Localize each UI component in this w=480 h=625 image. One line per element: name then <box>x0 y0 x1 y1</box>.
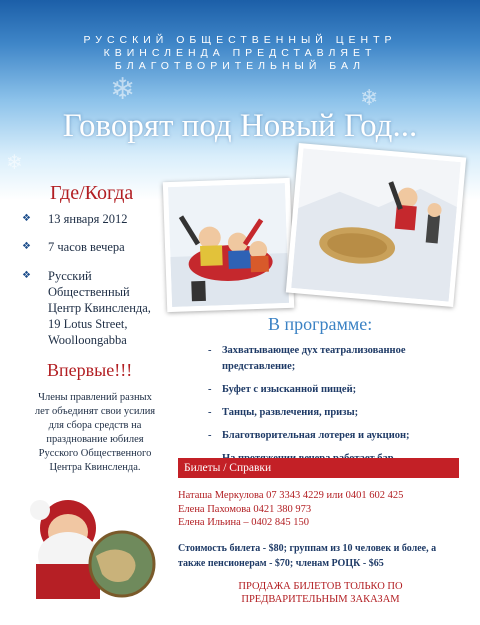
contact-line: Елена Ильина – 0402 845 150 <box>178 517 309 528</box>
place-line: 19 Lotus Street, <box>48 317 128 331</box>
first-text-line: лет объединят свои усилия <box>34 406 156 417</box>
place-line: Центр Квинсленда, <box>48 301 151 315</box>
snowflake-icon: ❄ <box>6 150 23 174</box>
diamond-bullet-icon: ❖ <box>22 270 31 281</box>
program-item: - Захватывающее дух театрализованное представление; <box>208 345 406 372</box>
snow-tube-photo <box>286 143 466 307</box>
event-place <box>48 268 168 348</box>
program-item: - Танцы, развлечения, призы; <box>208 407 359 418</box>
first-text-line: для сбора средств на <box>48 420 142 431</box>
snow-tube-photo-image <box>291 148 461 301</box>
first-text-line: Центра Квинсленда. <box>49 462 141 473</box>
program-item: - Буфет с изысканной пищей; <box>208 384 357 395</box>
event-date: 13 января 2012 <box>48 212 128 226</box>
ticket-price-text: Стоимость билета - $80; группам из 10 человек и более, а также пенсионерам - $70; членам РОЦК - $65 <box>178 543 437 569</box>
contact-line: Елена Пахомова 0421 380 973 <box>178 504 312 515</box>
first-text-line: празднование юбилея <box>46 434 144 445</box>
diamond-bullet-icon: ❖ <box>22 241 31 252</box>
advance-line: ПРЕДВАРИТЕЛЬНЫМ ЗАКАЗАМ <box>241 594 400 605</box>
program-item: - Благотворительная лотерея и аукцион; <box>208 430 410 441</box>
advance-sale-notice <box>178 580 463 606</box>
place-line: Woolloongabba <box>48 333 127 347</box>
program-heading: В программе: <box>268 314 373 334</box>
place-line: Общественный <box>48 285 130 299</box>
santa-globe-image <box>18 494 163 599</box>
event-time: 7 часов вечера <box>48 240 125 254</box>
sledding-photo <box>163 178 294 312</box>
sledding-photo-image <box>168 183 289 307</box>
first-time-heading: Впервые!!! <box>47 360 133 380</box>
header-line-1: РУССКИЙ ОБЩЕСТВЕННЫЙ ЦЕНТР <box>83 34 397 46</box>
diamond-bullet-icon: ❖ <box>22 213 31 224</box>
snowflake-icon: ❄ <box>360 86 379 111</box>
slogan-title: Говорят под Новый Год... <box>62 108 418 144</box>
tickets-info-bar: Билеты / Справки <box>178 458 459 478</box>
santa-globe-photo <box>18 494 163 599</box>
where-when-heading: Где/Когда <box>50 182 134 204</box>
program-list <box>208 343 453 474</box>
first-time-text <box>20 391 170 475</box>
place-line: Русский <box>48 269 92 283</box>
first-text-line: Члены правлений разных <box>38 392 152 403</box>
contact-line: Наташа Меркулова 07 3343 4229 или 0401 602 425 <box>178 490 404 501</box>
header-line-2: КВИНСЛЕНДА ПРЕДСТАВЛЯЕТ <box>103 47 377 59</box>
first-text-line: Русского Общественного <box>38 448 152 459</box>
advance-line: ПРОДАЖА БИЛЕТОВ ТОЛЬКО ПО <box>238 581 403 592</box>
header-line-3: БЛАГОТВОРИТЕЛЬНЫЙ БАЛ <box>114 60 366 72</box>
snowflake-icon: ❄ <box>110 72 136 107</box>
